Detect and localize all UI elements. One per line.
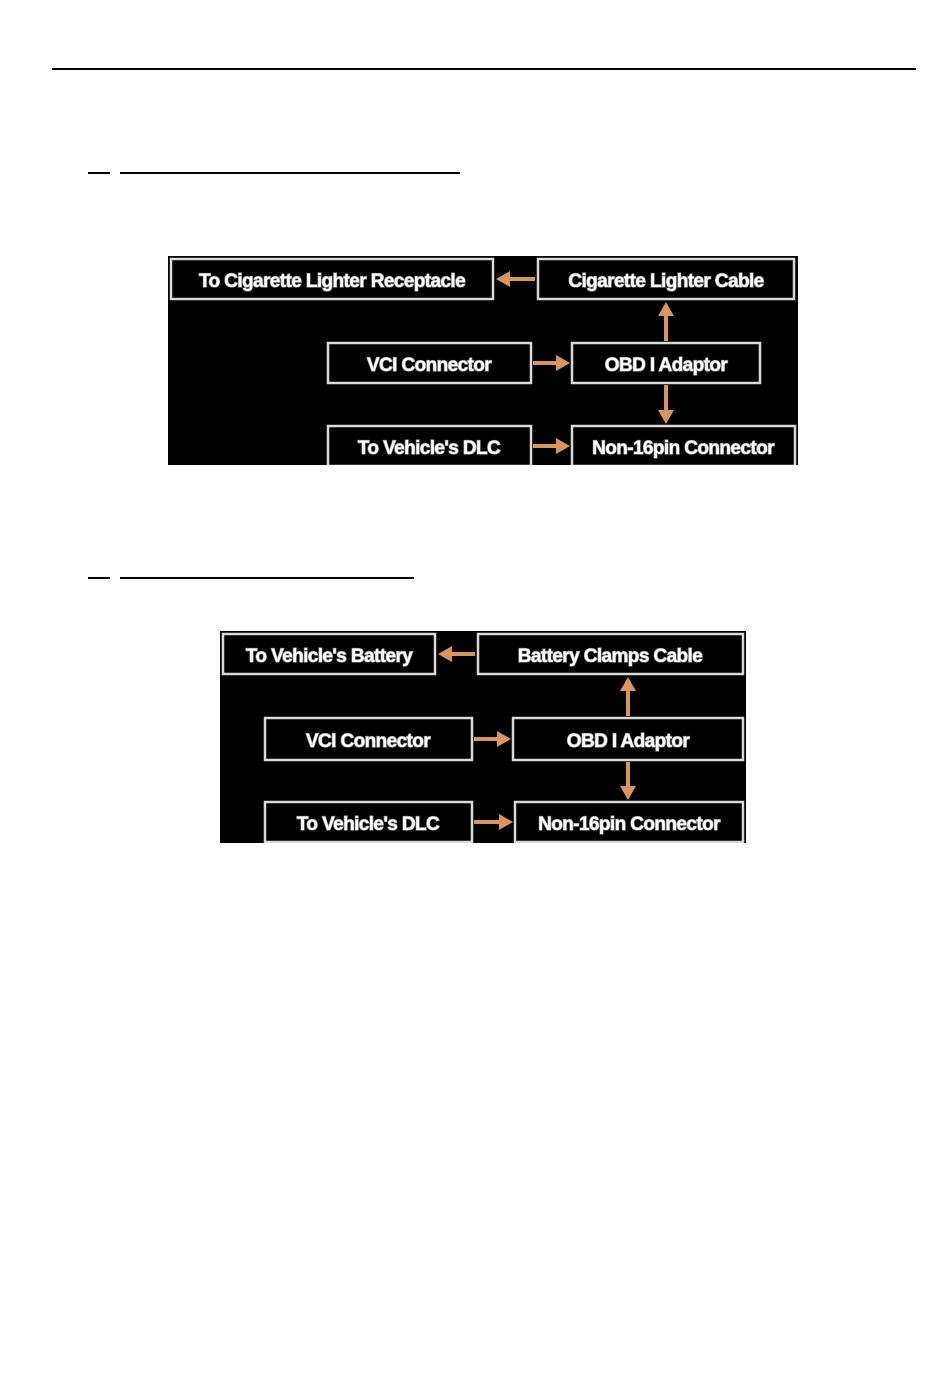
box-battery-clamps-cable — [478, 634, 743, 674]
box-to-vehicle-dlc-label: To Vehicle's DLC — [357, 438, 501, 459]
box-to-cigarette-lighter — [171, 259, 493, 299]
box-to-vehicle-dlc-2 — [265, 802, 472, 842]
box-vci-connector-2 — [265, 718, 472, 760]
arrow-dlc-to-connector-2 — [474, 814, 513, 830]
box-obd-adaptor-2-label: OBD I Adaptor — [566, 731, 690, 752]
arrow-adaptor-to-cable — [658, 302, 674, 341]
arrow-vci-to-adaptor-2 — [474, 731, 511, 747]
section1-heading-short-line — [88, 172, 110, 174]
box-non-16pin-connector — [572, 426, 795, 465]
box-cigarette-lighter-cable-label: Cigarette Lighter Cable — [568, 271, 764, 292]
section2-heading-short-line — [88, 577, 110, 579]
box-to-vehicle-battery-label: To Vehicle's Battery — [245, 646, 413, 667]
arrow-vci-to-adaptor — [533, 355, 570, 371]
diagram2-svg — [220, 631, 746, 843]
arrow-cable-to-receptacle — [496, 271, 535, 287]
battery-clamps-connection-diagram — [220, 631, 746, 843]
box-non-16pin-connector-label: Non-16pin Connector — [592, 438, 774, 459]
box-battery-clamps-cable-label: Battery Clamps Cable — [517, 646, 703, 667]
box-obd-adaptor — [572, 343, 760, 383]
arrow-cable-to-battery — [438, 646, 475, 662]
box-to-vehicle-battery — [223, 634, 435, 674]
box-non-16pin-connector-2-label: Non-16pin Connector — [538, 814, 720, 835]
box-vci-connector — [328, 343, 531, 383]
arrow-adaptor-to-connector-2 — [620, 762, 636, 800]
section1-heading-long-line — [120, 172, 460, 174]
arrow-adaptor-to-connector — [658, 385, 674, 424]
box-to-vehicle-dlc-2-label: To Vehicle's DLC — [296, 814, 440, 835]
box-obd-adaptor-label: OBD I Adaptor — [604, 355, 728, 376]
box-to-cigarette-lighter-label: To Cigarette Lighter Receptacle — [198, 271, 466, 292]
box-obd-adaptor-2 — [513, 718, 743, 760]
arrow-dlc-to-connector — [533, 438, 570, 454]
diagram1-svg — [168, 256, 798, 465]
cigarette-lighter-connection-diagram — [168, 256, 798, 465]
box-non-16pin-connector-2 — [515, 802, 743, 842]
box-cigarette-lighter-cable — [538, 259, 794, 299]
section2-heading-long-line — [120, 577, 414, 579]
arrow-adaptor-to-clamps-cable — [620, 677, 636, 716]
box-to-vehicle-dlc — [328, 426, 531, 465]
box-vci-connector-label: VCI Connector — [366, 355, 492, 376]
box-vci-connector-2-label: VCI Connector — [305, 731, 431, 752]
top-rule — [52, 68, 916, 70]
